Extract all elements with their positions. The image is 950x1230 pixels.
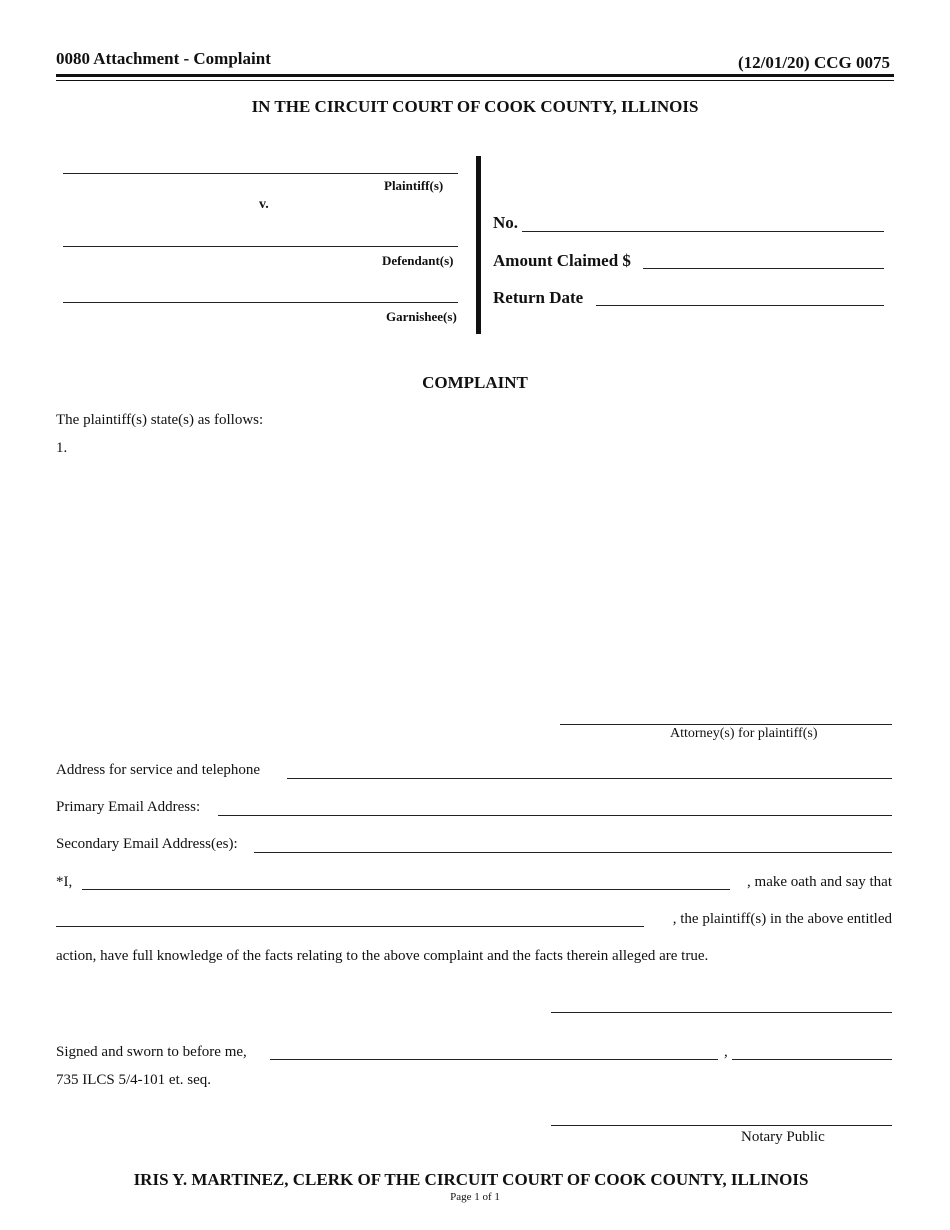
amount-claimed-field[interactable] bbox=[643, 268, 884, 269]
secondary-email-field[interactable] bbox=[254, 852, 892, 853]
affiant-signature-field[interactable] bbox=[551, 1012, 892, 1013]
return-date-label: Return Date bbox=[493, 288, 584, 307]
oath-suffix: , make oath and say that bbox=[747, 874, 892, 890]
oath-prefix: *I, bbox=[56, 874, 73, 890]
header-rule-thick bbox=[56, 74, 894, 77]
secondary-email-label: Secondary Email Address(es): bbox=[56, 836, 238, 852]
sworn-date-field[interactable] bbox=[270, 1059, 718, 1060]
affiant-name-field[interactable] bbox=[82, 889, 730, 890]
sworn-year-field[interactable] bbox=[732, 1059, 892, 1060]
attorney-signature-field[interactable] bbox=[560, 724, 892, 725]
primary-email-field[interactable] bbox=[218, 815, 892, 816]
amount-claimed-label: Amount Claimed $ bbox=[493, 251, 631, 270]
header-rule-thin bbox=[56, 80, 894, 81]
address-label: Address for service and telephone bbox=[56, 762, 261, 778]
notary-caption: Notary Public bbox=[741, 1129, 825, 1145]
sworn-comma: , bbox=[724, 1044, 728, 1060]
garnishee-label: Garnishee(s) bbox=[386, 309, 457, 324]
form-title: 0080 Attachment - Complaint bbox=[56, 49, 271, 68]
oath-plaintiff-suffix: , the plaintiff(s) in the above entitled bbox=[672, 911, 892, 927]
oath-knowledge-text: action, have full knowledge of the facts relating to the above complaint and the facts therein alleged are true. bbox=[56, 948, 709, 964]
attorney-signature-caption: Attorney(s) for plaintiff(s) bbox=[670, 726, 818, 741]
defendant-label: Defendant(s) bbox=[382, 253, 454, 268]
complaint-body-field[interactable] bbox=[75, 440, 893, 700]
caption-divider bbox=[476, 156, 481, 334]
defendant-name-field[interactable] bbox=[63, 246, 458, 247]
garnishee-name-field[interactable] bbox=[63, 302, 458, 303]
complaint-intro: The plaintiff(s) state(s) as follows: bbox=[56, 412, 264, 428]
plaintiff-label: Plaintiff(s) bbox=[384, 178, 444, 193]
affiant-role-field[interactable] bbox=[56, 926, 644, 927]
primary-email-label: Primary Email Address: bbox=[56, 799, 201, 815]
notary-signature-field[interactable] bbox=[551, 1125, 892, 1126]
address-field[interactable] bbox=[287, 778, 892, 779]
plaintiff-name-field[interactable] bbox=[63, 173, 458, 174]
return-date-field[interactable] bbox=[596, 305, 884, 306]
complaint-item-number: 1. bbox=[56, 440, 68, 456]
complaint-title: COMPLAINT bbox=[422, 373, 528, 392]
case-number-field[interactable] bbox=[522, 231, 884, 232]
footer-clerk: IRIS Y. MARTINEZ, CLERK OF THE CIRCUIT COURT OF COOK COUNTY, ILLINOIS bbox=[133, 1170, 809, 1189]
signed-sworn-label: Signed and sworn to before me, bbox=[56, 1044, 247, 1060]
versus-label: v. bbox=[259, 197, 269, 212]
statute-citation: 735 ILCS 5/4-101 et. seq. bbox=[56, 1072, 211, 1088]
case-number-label: No. bbox=[493, 213, 519, 232]
court-title: IN THE CIRCUIT COURT OF COOK COUNTY, ILLINOIS bbox=[251, 97, 699, 116]
page-number: Page 1 of 1 bbox=[450, 1191, 500, 1203]
form-code: (12/01/20) CCG 0075 bbox=[737, 53, 890, 72]
